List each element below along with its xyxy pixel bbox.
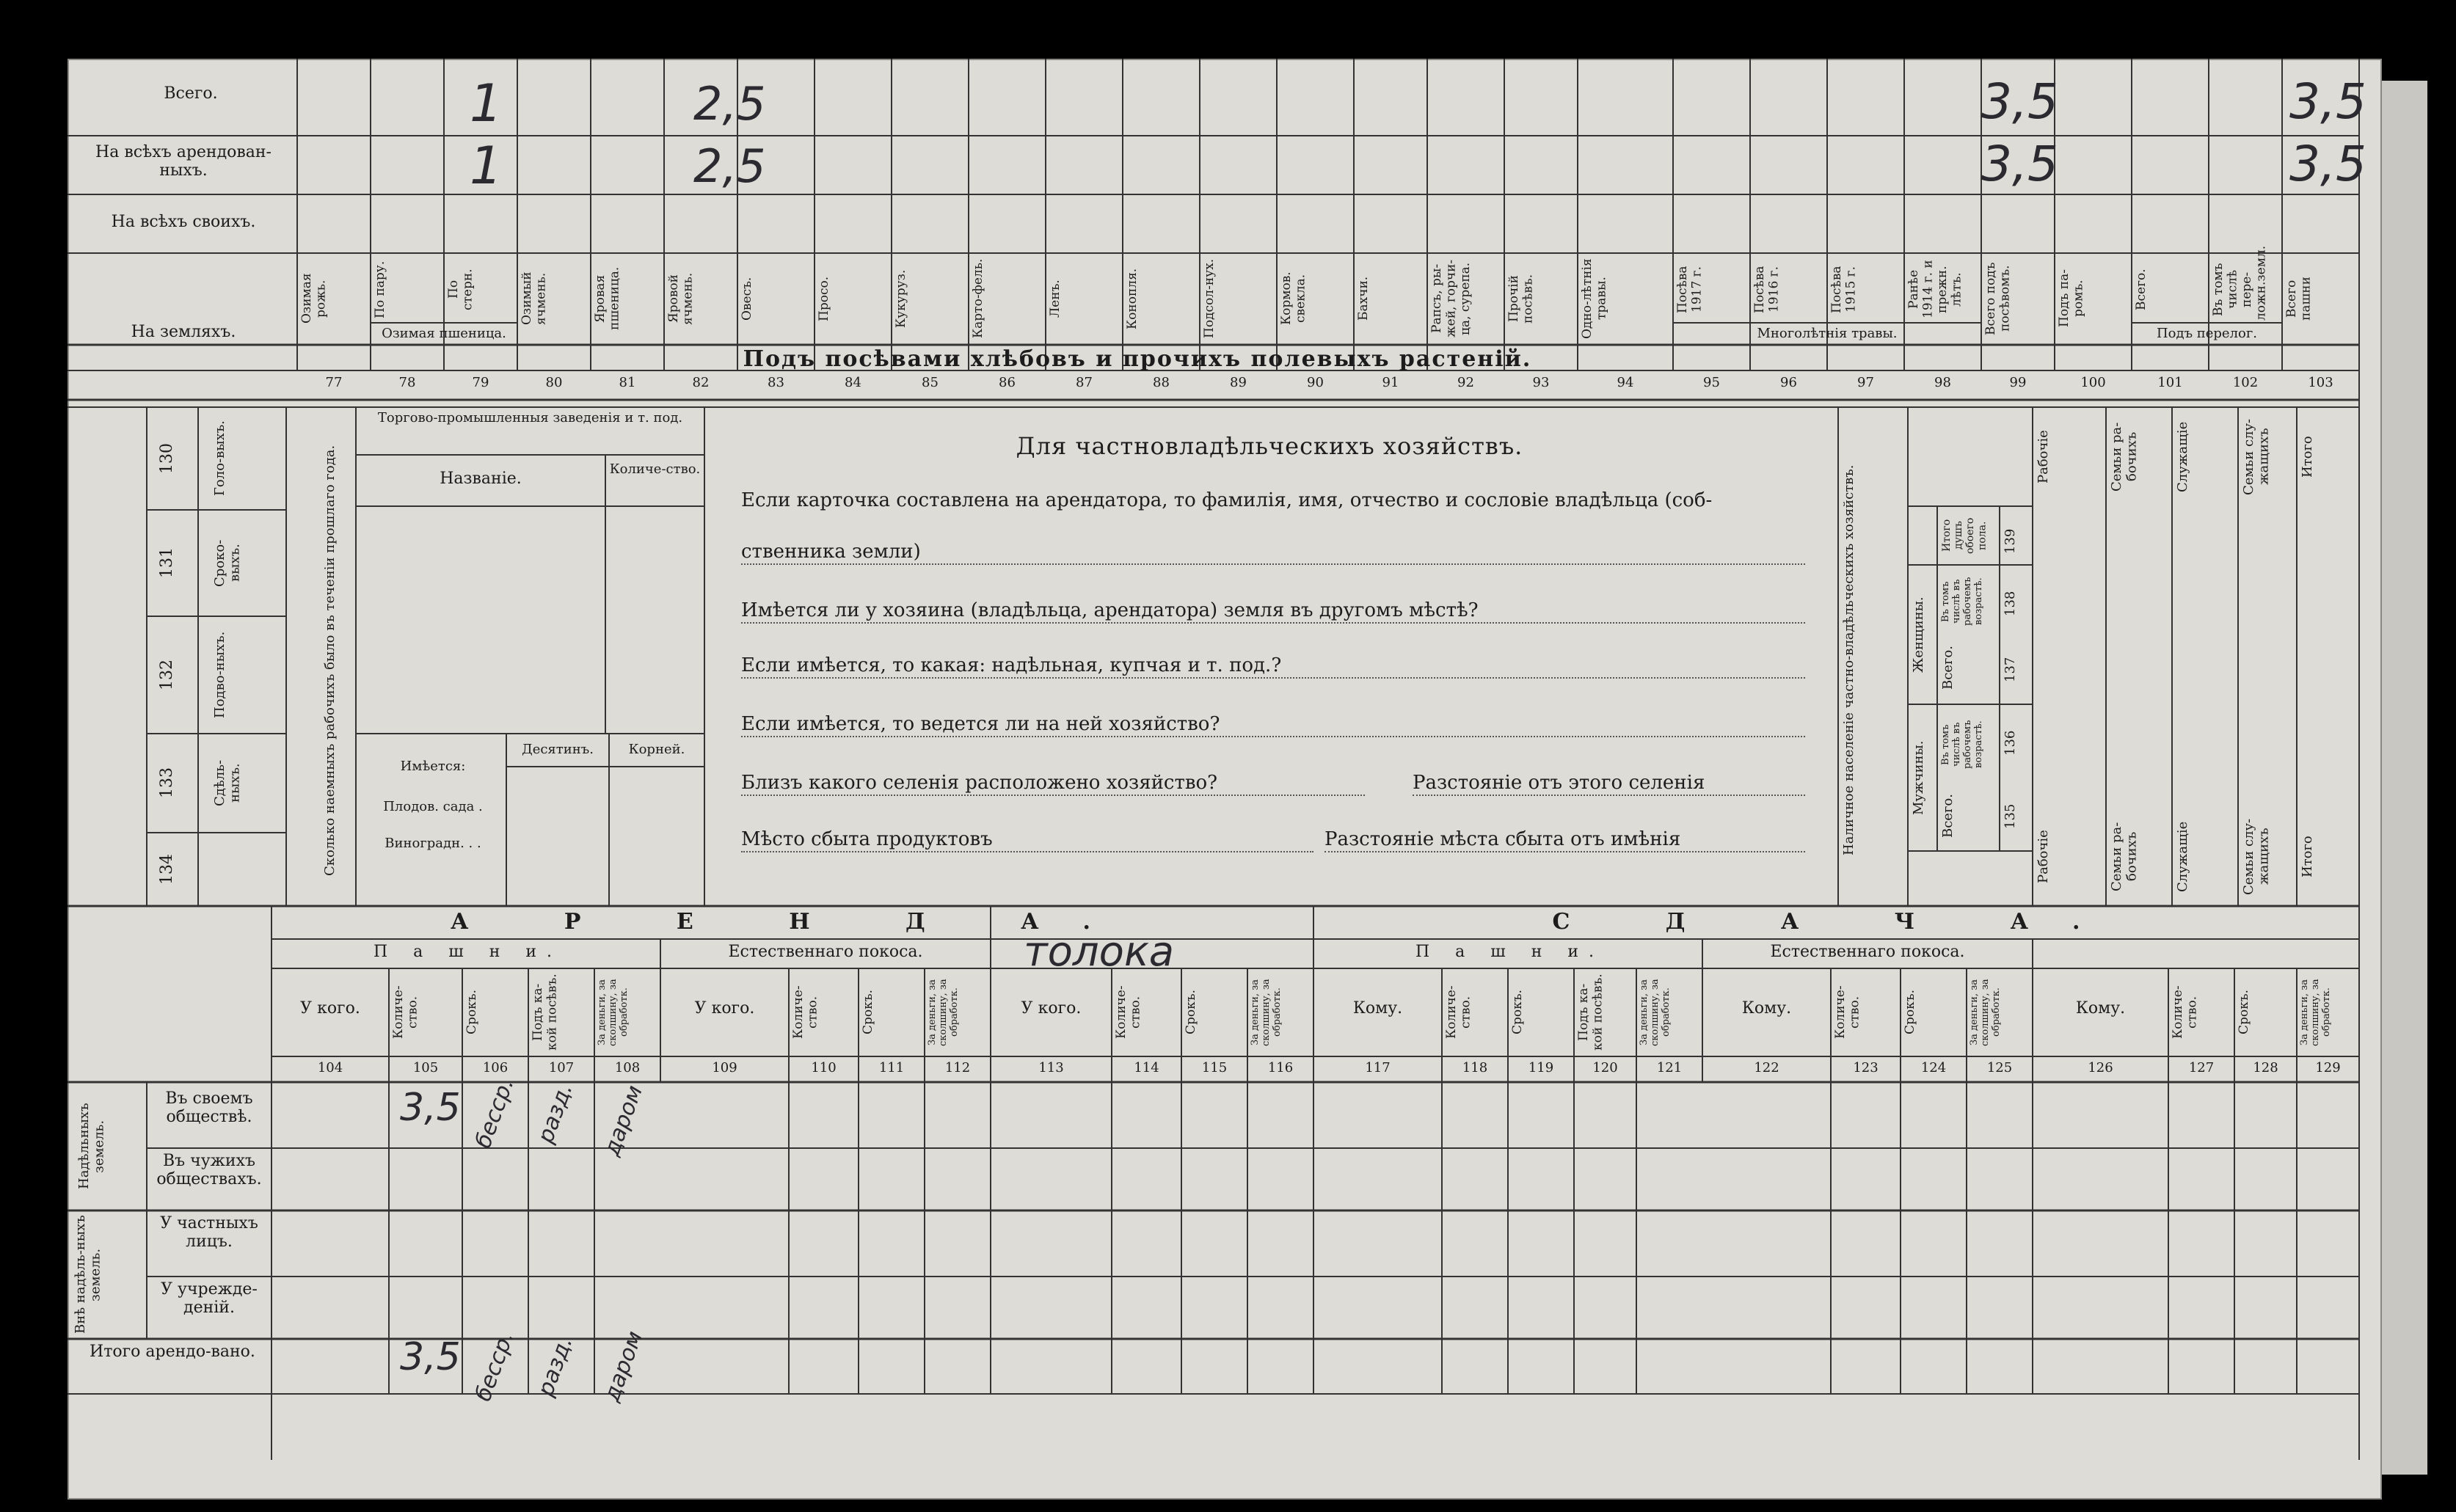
crop-col-number: 87 <box>1076 375 1093 390</box>
lease-col-header: Подъ ка-кой посѣвъ. <box>531 974 560 1051</box>
lease-col-header: Срокъ. <box>464 990 479 1035</box>
trade-name-col: Названіе. <box>440 470 522 488</box>
hw-total-seed: разд. <box>533 1333 578 1400</box>
lease-col-number: 105 <box>412 1060 439 1075</box>
women-all-label: Всего. <box>1940 646 1956 690</box>
crop-col-number: 82 <box>692 375 710 390</box>
lease-col-header: Срокъ. <box>861 990 875 1035</box>
lease-col-header: Срокъ. <box>1903 990 1917 1035</box>
crop-col-number: 92 <box>1457 375 1474 390</box>
hired-workers-label: Сколько наемныхъ рабочихъ было въ теченіи прошлаго года. <box>322 445 338 876</box>
crop-col-header: Всего подъ посѣвомъ. <box>1983 262 2013 335</box>
hw-total-99: 3,5 <box>1981 73 2058 130</box>
population-row-number: 138 <box>2003 591 2018 616</box>
sdacha-pokos: Естественнаго покоса. <box>1770 943 1965 961</box>
livestock-row-label: Сроко-выхъ. <box>212 539 243 587</box>
crop-col-header: Кукуруз. <box>894 269 908 328</box>
crop-col-number: 78 <box>398 375 416 390</box>
crop-col-header: Озимый ячмень. <box>520 271 549 326</box>
lease-col-header: За деньги, за сколшину, за обработк. <box>1969 979 2002 1046</box>
row-label-own: На всѣхъ своихъ. <box>111 213 256 231</box>
livestock-row-label <box>213 844 272 895</box>
men-working-label: Въ томъ числѣ въ рабочемъ возрастѣ. <box>1940 720 1984 770</box>
crop-col-header: По стерн. <box>446 269 475 310</box>
crop-col-header: Яровая пшеница. <box>593 266 622 331</box>
has-label: Имѣется: <box>400 759 466 774</box>
lease-col-number: 117 <box>1365 1060 1391 1075</box>
crop-col-number: 86 <box>999 375 1016 390</box>
population-col-header: Семьи ра-бочихъ <box>2109 422 2140 492</box>
women-working-label: Въ томъ числѣ въ рабочемъ возрастѣ. <box>1940 577 1984 627</box>
crop-col-number: 102 <box>2232 375 2259 390</box>
population-col-header: Семьи слу-жащихъ <box>2241 418 2272 495</box>
vne-nadel-label: Внѣ надѣль-ныхъ земель. <box>73 1215 103 1334</box>
lease-col-header: Количе-ство. <box>791 985 820 1040</box>
crop-col-header: Ленъ. <box>1048 280 1063 318</box>
nadel-label: Надѣльныхъ земель. <box>76 1103 107 1190</box>
crop-col-header: Ранѣе 1914 г. и прежн. лѣтъ. <box>1906 260 1964 319</box>
crop-col-number: 101 <box>2157 375 2183 390</box>
lease-col-number: 104 <box>317 1060 343 1075</box>
sown-banner: Подъ посѣвами хлѣбовъ и прочихъ полевыхъ растеній. <box>743 346 1532 372</box>
crop-col-header: Одно-лѣтнія травы. <box>1580 258 1609 339</box>
women-label: Женщины. <box>1911 596 1926 673</box>
crop-col-number: 85 <box>922 375 939 390</box>
lease-col-number: 122 <box>1754 1060 1779 1075</box>
crop-col-number: 90 <box>1307 375 1324 390</box>
hw-total-term: бесср. <box>470 1328 520 1405</box>
population-row-number: 136 <box>2003 730 2018 756</box>
population-col-header: Служащіе <box>2175 821 2190 892</box>
crop-col-header: Всего пашни <box>2284 277 2314 321</box>
lease-col-header: Срокъ. <box>2237 990 2251 1035</box>
lease-col-number: 114 <box>1134 1060 1159 1075</box>
question-5: Близъ какого селенія расположено хозяйство? <box>741 773 1365 796</box>
hw-rented-82: 2,5 <box>693 139 766 193</box>
crop-col-number: 80 <box>545 375 563 390</box>
crop-col-header: Всего. <box>2134 269 2149 310</box>
desyatin-col: Десятинъ. <box>522 742 594 757</box>
lease-col-number: 123 <box>1853 1060 1879 1075</box>
hw-row1-qty: 3,5 <box>400 1086 461 1130</box>
lease-col-header: Количе-ство. <box>2171 985 2200 1040</box>
lease-col-header: Кому. <box>2075 999 2126 1018</box>
vineyards-label: Виноградн. . . <box>385 836 481 851</box>
roots-col: Корней. <box>628 742 685 757</box>
crop-col-header: Конопля. <box>1125 268 1140 329</box>
lease-col-header: За деньги, за сколшину, за обработк. <box>927 979 960 1046</box>
lease-col-header: За деньги, за сколшину, за обработк. <box>1639 979 1672 1046</box>
crop-col-number: 79 <box>472 375 489 390</box>
crop-col-number: 81 <box>619 375 636 390</box>
lease-col-number: 115 <box>1201 1060 1228 1075</box>
crop-col-header: Бахчи. <box>1356 276 1371 321</box>
lease-col-header: Кому. <box>1352 999 1403 1018</box>
hw-total-pay: даром <box>599 1327 648 1406</box>
hw-row1-seed: разд. <box>533 1080 578 1147</box>
lease-col-header: За деньги, за сколшину, за обработк. <box>2299 979 2332 1046</box>
crop-col-header: Карто-фель. <box>971 258 985 339</box>
lease-col-header: У кого. <box>694 999 755 1018</box>
men-label: Мужчины. <box>1911 740 1926 815</box>
row-other-society: Въ чужихъ обществахъ. <box>156 1152 262 1189</box>
hw-pokosa-note: толока <box>1024 928 1175 976</box>
lease-col-number: 125 <box>1986 1060 2013 1075</box>
crop-col-number: 93 <box>1532 375 1550 390</box>
question-2: Имѣется ли у хозяина (владѣльца, арендатора) земля въ другомъ мѣстѣ? <box>741 600 1805 624</box>
row-label-total: Всего. <box>164 84 218 103</box>
population-col-header: Итого <box>2300 836 2315 877</box>
crop-col-header: Просо. <box>817 276 831 321</box>
lease-col-number: 126 <box>2088 1060 2113 1075</box>
crop-col-number: 88 <box>1153 375 1170 390</box>
lease-col-number: 109 <box>712 1060 737 1075</box>
lease-col-header: Кому. <box>1741 999 1792 1018</box>
hw-rented-78: 1 <box>470 136 503 196</box>
row-institutions: У учрежде-деній. <box>161 1280 258 1318</box>
crop-col-header: Подсол-нух. <box>1202 258 1217 339</box>
crop-col-number: 96 <box>1780 375 1797 390</box>
lease-col-header: Количе-ство. <box>391 985 420 1040</box>
crop-col-header: Посѣва 1916 г. <box>1752 266 1782 313</box>
lease-col-number: 129 <box>2315 1060 2341 1075</box>
livestock-row-number: 133 <box>158 767 176 799</box>
orchards-label: Плодов. сада . <box>383 799 483 814</box>
population-col-header: Семьи ра-бочихъ <box>2109 822 2140 891</box>
hw-rented-99: 3,5 <box>1981 136 2058 192</box>
row-total-rented: Итого арендо-вано. <box>90 1343 255 1361</box>
lease-col-number: 108 <box>614 1060 641 1075</box>
lease-col-number: 118 <box>1462 1060 1488 1075</box>
hw-row1-pay: даром <box>599 1081 648 1160</box>
total-souls-label: Итого душъ обоего пола. <box>1941 517 1989 554</box>
crop-col-number: 91 <box>1382 375 1399 390</box>
crop-col-header: Посѣва 1917 г. <box>1675 266 1705 313</box>
sdacha-banner: С Д А Ч А. <box>1552 909 2124 935</box>
crop-col-number: 98 <box>1934 375 1951 390</box>
sdacha-pashni: П а ш н и. <box>1415 943 1605 961</box>
row-label-rented: На всѣхъ арендован-ныхъ. <box>95 143 272 180</box>
row-private-persons: У частныхъ лицъ. <box>160 1214 258 1252</box>
lease-col-number: 120 <box>1592 1060 1618 1075</box>
question-3: Если имѣется, то какая: надѣльная, купчая и т. под.? <box>741 655 1805 679</box>
lease-col-header: Подъ ка-кой посѣвъ. <box>1576 974 1606 1051</box>
trade-title: Торгово-промышленныя заведенія и т. под. <box>377 410 683 426</box>
lease-col-number: 110 <box>811 1060 837 1075</box>
trade-qty-col: Количе-ство. <box>609 461 701 477</box>
crop-col-number: 95 <box>1703 375 1720 390</box>
livestock-row-label: Подво-ныхъ. <box>212 631 227 719</box>
livestock-row-number: 130 <box>158 443 176 474</box>
lease-col-header: У кого. <box>1021 999 1082 1018</box>
population-row-number: 137 <box>2003 657 2018 682</box>
lease-col-number: 119 <box>1528 1060 1554 1075</box>
crop-col-header: Овесъ. <box>740 277 754 321</box>
lease-col-header: Срокъ. <box>1510 990 1525 1035</box>
question-5b: Разстояніе отъ этого селенія <box>1413 773 1805 796</box>
lease-col-number: 116 <box>1267 1060 1294 1075</box>
lease-col-number: 112 <box>944 1060 971 1075</box>
arenda-pashni: П а ш н и. <box>373 943 563 961</box>
arenda-banner: А Р Е Н Д А. <box>451 909 1134 935</box>
lease-col-header: Срокъ. <box>1184 990 1198 1035</box>
men-all-label: Всего. <box>1940 794 1956 839</box>
crop-col-number: 100 <box>2080 375 2106 390</box>
question-1b: ственника земли) <box>741 541 1805 565</box>
population-row-number: 135 <box>2003 803 2018 829</box>
livestock-row-number: 132 <box>158 660 176 690</box>
lease-col-number: 107 <box>548 1060 575 1075</box>
lease-col-header: Количе-ство. <box>1833 985 1862 1040</box>
crop-col-number: 103 <box>2308 375 2333 390</box>
question-6b: Разстояніе мѣста сбыта отъ имѣнія <box>1324 829 1805 852</box>
lease-col-header: За деньги, за сколшину, за обработк. <box>1250 979 1283 1046</box>
private-title: Для частновладѣльческихъ хозяйствъ. <box>1016 432 1523 460</box>
crop-col-header: Посѣва 1915 г. <box>1829 266 1859 313</box>
population-col-header: Семьи слу-жащихъ <box>2241 818 2272 895</box>
crop-col-header: Озимая рожь. <box>299 273 329 324</box>
winter-wheat-group-label: Озимая пшеница. <box>382 326 506 341</box>
lease-col-number: 124 <box>1920 1060 1947 1075</box>
lease-col-number: 128 <box>2253 1060 2278 1075</box>
crop-col-number: 89 <box>1230 375 1247 390</box>
fallow-group-label: Подъ перелог. <box>2156 326 2258 341</box>
row-label-lands: На земляхъ. <box>131 323 236 341</box>
lease-col-header: У кого. <box>300 999 360 1018</box>
crop-col-number: 94 <box>1617 375 1634 390</box>
livestock-row-label: Сдѣль-ныхъ. <box>212 759 243 807</box>
crop-col-header: Въ томъ числѣ пере-ложн.земл. <box>2211 245 2269 321</box>
crop-col-header: Яровой ячмень. <box>666 272 696 325</box>
population-row-number: 139 <box>2003 528 2018 554</box>
perennial-grass-group-label: Многолѣтнія травы. <box>1757 326 1898 341</box>
hw-total-103: 3,5 <box>2289 73 2366 130</box>
lease-col-header: За деньги, за сколшину, за обработк. <box>597 979 630 1046</box>
population-col-header: Рабочіе <box>2036 830 2051 883</box>
hw-total-qty: 3,5 <box>400 1335 461 1379</box>
question-1: Если карточка составлена на арендатора, то фамилія, имя, отчество и сословіе владѣльца (соб- <box>741 489 1713 511</box>
population-col-header: Итого <box>2300 436 2315 478</box>
lease-col-number: 113 <box>1038 1060 1064 1075</box>
crop-col-number: 77 <box>325 375 343 390</box>
row-own-society: Въ своемъ обществѣ. <box>165 1089 253 1127</box>
livestock-row-number: 134 <box>158 854 176 885</box>
hw-rented-103: 3,5 <box>2289 136 2366 192</box>
crop-col-header: По пару. <box>373 260 387 318</box>
hw-total-78: 1 <box>470 73 503 134</box>
question-6: Мѣсто сбыта продуктовъ <box>741 829 1313 852</box>
lease-col-number: 111 <box>878 1060 905 1075</box>
crop-col-header: Кормов. свекла. <box>1279 271 1308 326</box>
lease-col-number: 127 <box>2188 1060 2215 1075</box>
arenda-pokos: Естественнаго покоса. <box>728 943 923 961</box>
lease-col-header: Количе-ство. <box>1444 985 1473 1040</box>
population-title: Наличное населеніе частно-владѣльческихъ хозяйствъ. <box>1841 464 1856 856</box>
question-4: Если имѣется, то ведется ли на ней хозяйство? <box>741 714 1805 737</box>
crop-col-number: 97 <box>1857 375 1874 390</box>
lease-col-header: Количе-ство. <box>1114 985 1143 1040</box>
lease-col-number: 106 <box>482 1060 509 1075</box>
hw-row1-term: бесср. <box>470 1075 520 1152</box>
crop-col-number: 99 <box>2009 375 2027 390</box>
livestock-row-label: Голо-выхъ. <box>212 420 227 497</box>
livestock-row-number: 131 <box>158 547 176 579</box>
crop-col-number: 84 <box>845 375 861 390</box>
crop-col-header: Прочій посѣвъ. <box>1506 274 1536 324</box>
lease-col-number: 121 <box>1656 1060 1683 1075</box>
hw-total-82: 2,5 <box>693 77 766 131</box>
crop-col-header: Рапсъ, ры-жей, горчи-ца, сурепа. <box>1429 259 1473 338</box>
crop-col-number: 83 <box>768 375 784 390</box>
population-col-header: Служащіе <box>2175 421 2190 492</box>
population-col-header: Рабочіе <box>2036 430 2051 483</box>
crop-col-header: Подъ па-ромъ. <box>2057 269 2086 328</box>
